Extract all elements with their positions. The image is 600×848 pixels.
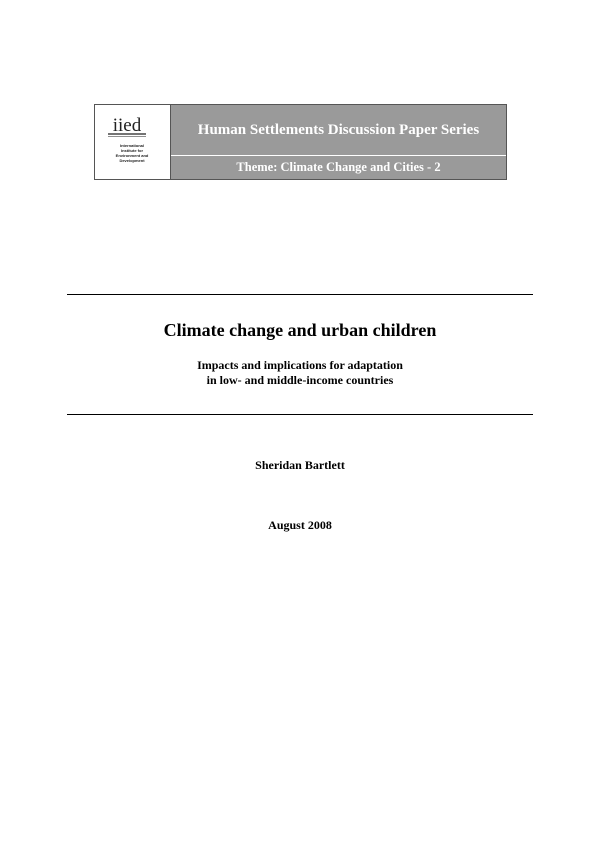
series-banner (171, 105, 506, 179)
top-divider (67, 294, 533, 295)
iied-logo (95, 105, 171, 179)
paper-subtitle (0, 358, 600, 388)
subtitle-line: in low- and middle-income countries (206, 373, 394, 387)
paper-title: Climate change and urban children (163, 320, 437, 340)
series-theme: Theme: Climate Change and Cities - 2 (171, 156, 506, 179)
logo-caption-line: International (119, 143, 144, 148)
logo-wordmark: iied (112, 115, 142, 136)
logo-caption-line: Institute for (121, 148, 143, 153)
bottom-divider (67, 414, 533, 415)
series-header-box (94, 104, 507, 180)
author-name: Sheridan Bartlett (255, 458, 345, 472)
logo-caption (99, 143, 165, 163)
logo-caption-line: Development (119, 158, 145, 163)
iied-logo-mark (105, 111, 149, 141)
subtitle-line: Impacts and implications for adaptation (197, 358, 403, 372)
publication-date: August 2008 (268, 518, 332, 532)
logo-caption-line: Environment and (115, 153, 149, 158)
series-title: Human Settlements Discussion Paper Series (171, 105, 506, 156)
